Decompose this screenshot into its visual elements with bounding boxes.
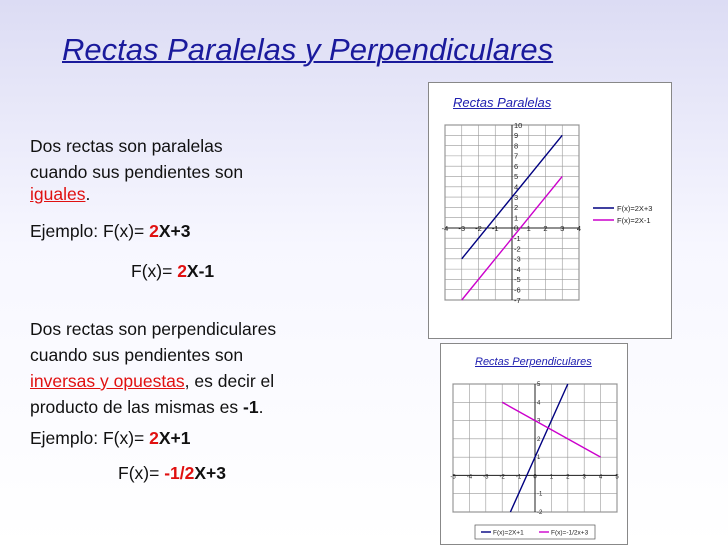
- legend-label: F(x)=2X+1: [493, 529, 524, 537]
- x-tick-label: 2: [543, 223, 548, 233]
- keyword-inversas: inversas y opuestas: [30, 371, 185, 391]
- perp-example1: [30, 427, 190, 449]
- x-tick-label: 1: [526, 223, 531, 233]
- y-tick-label: -5: [514, 275, 521, 285]
- y-tick-label: 3: [537, 418, 541, 425]
- y-tick-label: 4: [537, 400, 541, 407]
- x-tick-label: 2: [566, 474, 570, 481]
- y-tick-label: 3: [514, 192, 519, 202]
- parallel-def-line2: cuando sus pendientes son: [30, 162, 244, 182]
- y-tick-label: 5: [537, 382, 541, 388]
- legend-label: F(x)=-1/2x+3: [551, 529, 589, 537]
- line-prefix: producto de las mismas es: [30, 397, 244, 417]
- x-tick-label: -3: [458, 223, 466, 233]
- x-tick-label: -5: [450, 474, 456, 481]
- example-prefix: Ejemplo: F(x)=: [30, 428, 150, 448]
- function-rest: X+1: [158, 428, 191, 448]
- product-value: -1: [243, 397, 259, 417]
- y-tick-label: 2: [514, 203, 519, 213]
- x-tick-label: 0: [533, 474, 537, 481]
- y-tick-label: 2: [537, 436, 541, 443]
- perp-def-line1: Dos rectas son perpendiculares: [30, 319, 277, 339]
- legend-label: F(x)=2X-1: [617, 216, 651, 225]
- x-tick-label: -1: [491, 223, 499, 233]
- example-prefix: F(x)=: [118, 463, 165, 483]
- y-tick-label: -1: [514, 233, 521, 243]
- y-tick-label: -1: [537, 491, 543, 498]
- y-tick-label: -2: [514, 244, 521, 254]
- y-tick-label: 5: [514, 172, 519, 182]
- x-tick-label: -4: [466, 474, 473, 481]
- parallel-def-line1: Dos rectas son paralelas: [30, 136, 223, 156]
- parallel-chart: [428, 82, 672, 339]
- x-tick-label: 4: [598, 474, 603, 481]
- y-tick-label: -2: [537, 510, 543, 516]
- x-tick-label: -1: [515, 474, 522, 481]
- example-prefix: F(x)=: [131, 261, 178, 281]
- x-tick-label: 5: [615, 474, 619, 481]
- perp-def-line3: [30, 370, 274, 392]
- parallel-example2: [131, 260, 214, 282]
- y-tick-label: -6: [514, 285, 521, 295]
- y-tick-label: 0: [514, 223, 519, 233]
- x-tick-label: 4: [576, 223, 582, 233]
- slide-title: Rectas Paralelas y Perpendiculares: [62, 32, 554, 67]
- y-tick-label: 7: [514, 151, 519, 161]
- x-tick-label: -2: [499, 474, 505, 481]
- y-tick-label: 10: [514, 120, 523, 130]
- slope-value: 2: [177, 261, 187, 281]
- parallel-def-line3: [30, 183, 90, 205]
- slope-value: 2: [149, 221, 159, 241]
- x-tick-label: -4: [441, 223, 449, 233]
- function-rest: X+3: [158, 221, 191, 241]
- period: .: [258, 397, 264, 417]
- perp-example2: [118, 462, 226, 484]
- x-tick-label: 3: [582, 474, 586, 481]
- y-tick-label: 1: [514, 213, 519, 223]
- function-rest: X+3: [194, 463, 226, 483]
- y-tick-label: 6: [514, 161, 519, 171]
- function-rest: X-1: [186, 261, 215, 281]
- x-tick-label: -2: [475, 223, 482, 233]
- y-tick-label: -4: [514, 264, 521, 274]
- chart-title: Rectas Paralelas: [453, 95, 552, 110]
- keyword-iguales: iguales: [30, 184, 86, 204]
- chart-title: Rectas Perpendiculares: [475, 356, 592, 368]
- slope-value: -1/2: [164, 463, 195, 483]
- period: .: [85, 184, 91, 204]
- parallel-chart-svg: [429, 83, 671, 338]
- x-tick-label: -3: [483, 474, 489, 481]
- y-tick-label: 8: [514, 141, 519, 151]
- perpendicular-chart-svg: [441, 344, 627, 544]
- y-tick-label: 1: [537, 455, 541, 462]
- example-prefix: Ejemplo: F(x)=: [30, 221, 150, 241]
- legend-label: F(x)=2X+3: [617, 204, 653, 213]
- y-tick-label: -7: [514, 295, 521, 305]
- perp-def-line4: [30, 396, 263, 418]
- x-tick-label: 1: [549, 474, 554, 481]
- y-tick-label: -3: [514, 254, 521, 264]
- x-tick-label: 3: [560, 223, 565, 233]
- slope-value: 2: [149, 428, 159, 448]
- after-keyword: , es decir el: [184, 371, 275, 391]
- y-tick-label: 4: [514, 182, 519, 192]
- parallel-example1: [30, 220, 190, 242]
- y-tick-label: 9: [514, 131, 519, 141]
- perpendicular-chart: [440, 343, 628, 545]
- perp-def-line2: cuando sus pendientes son: [30, 345, 244, 365]
